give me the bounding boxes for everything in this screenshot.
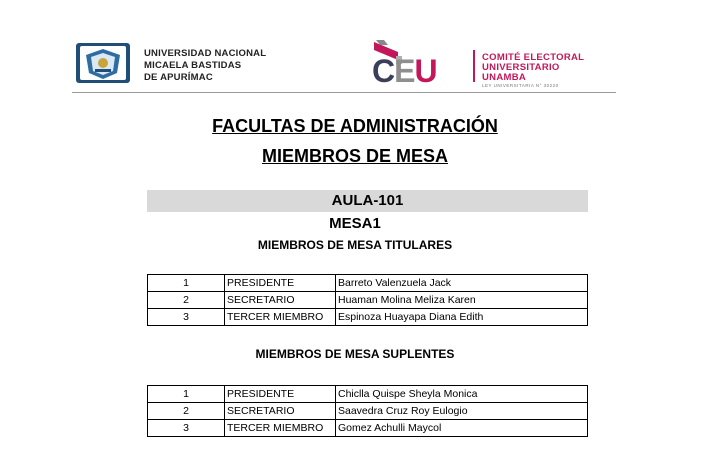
name-cell: Barreto Valenzuela Jack (336, 275, 588, 292)
row-number: 1 (148, 386, 225, 403)
svg-text:CEU: CEU (372, 53, 437, 84)
table-row (148, 309, 588, 326)
name-cell: Saavedra Cruz Roy Eulogio (336, 403, 588, 420)
electoral-committee-name: COMITÉ ELECTORAL UNIVERSITARIO UNAMBA LEY UNIVERSITARIA N° 30220 (482, 52, 585, 88)
titulares-heading: MIEMBROS DE MESA TITULARES (257, 238, 453, 252)
name-cell: Espinoza Huayapa Diana Edith (336, 309, 588, 326)
role-cell: SECRETARIO (225, 403, 336, 420)
faculty-title: FACULTAS DE ADMINISTRACIÓN (212, 116, 498, 136)
suplentes-heading: MIEMBROS DE MESA SUPLENTES (255, 347, 455, 361)
aula-label: AULA-101 (147, 190, 588, 212)
name-cell: Gomez Achulli Maycol (336, 420, 588, 437)
university-name: UNIVERSIDAD NACIONAL MICAELA BASTIDAS DE APURÍMAC (144, 48, 267, 83)
row-number: 1 (148, 275, 225, 292)
logo-separator (473, 50, 475, 82)
role-cell: PRESIDENTE (225, 386, 336, 403)
table-row (148, 275, 588, 292)
table-row (148, 403, 588, 420)
role-cell: TERCER MIEMBRO (225, 309, 336, 326)
members-title: MIEMBROS DE MESA (261, 146, 448, 166)
role-cell: TERCER MIEMBRO (225, 420, 336, 437)
row-number: 2 (148, 403, 225, 420)
name-cell: Chiclla Quispe Sheyla Monica (336, 386, 588, 403)
suplentes-table (147, 385, 588, 437)
role-cell: PRESIDENTE (225, 275, 336, 292)
mesa-label: MESA1 (329, 215, 381, 232)
university-seal-icon (75, 42, 131, 84)
ceu-logo-icon (368, 38, 464, 84)
table-row (148, 386, 588, 403)
header-divider (72, 92, 616, 93)
row-number: 3 (148, 420, 225, 437)
table-row (148, 420, 588, 437)
document-header (72, 36, 616, 91)
titulares-table (147, 274, 588, 326)
row-number: 3 (148, 309, 225, 326)
table-row (148, 292, 588, 309)
row-number: 2 (148, 292, 225, 309)
role-cell: SECRETARIO (225, 292, 336, 309)
name-cell: Huaman Molina Meliza Karen (336, 292, 588, 309)
